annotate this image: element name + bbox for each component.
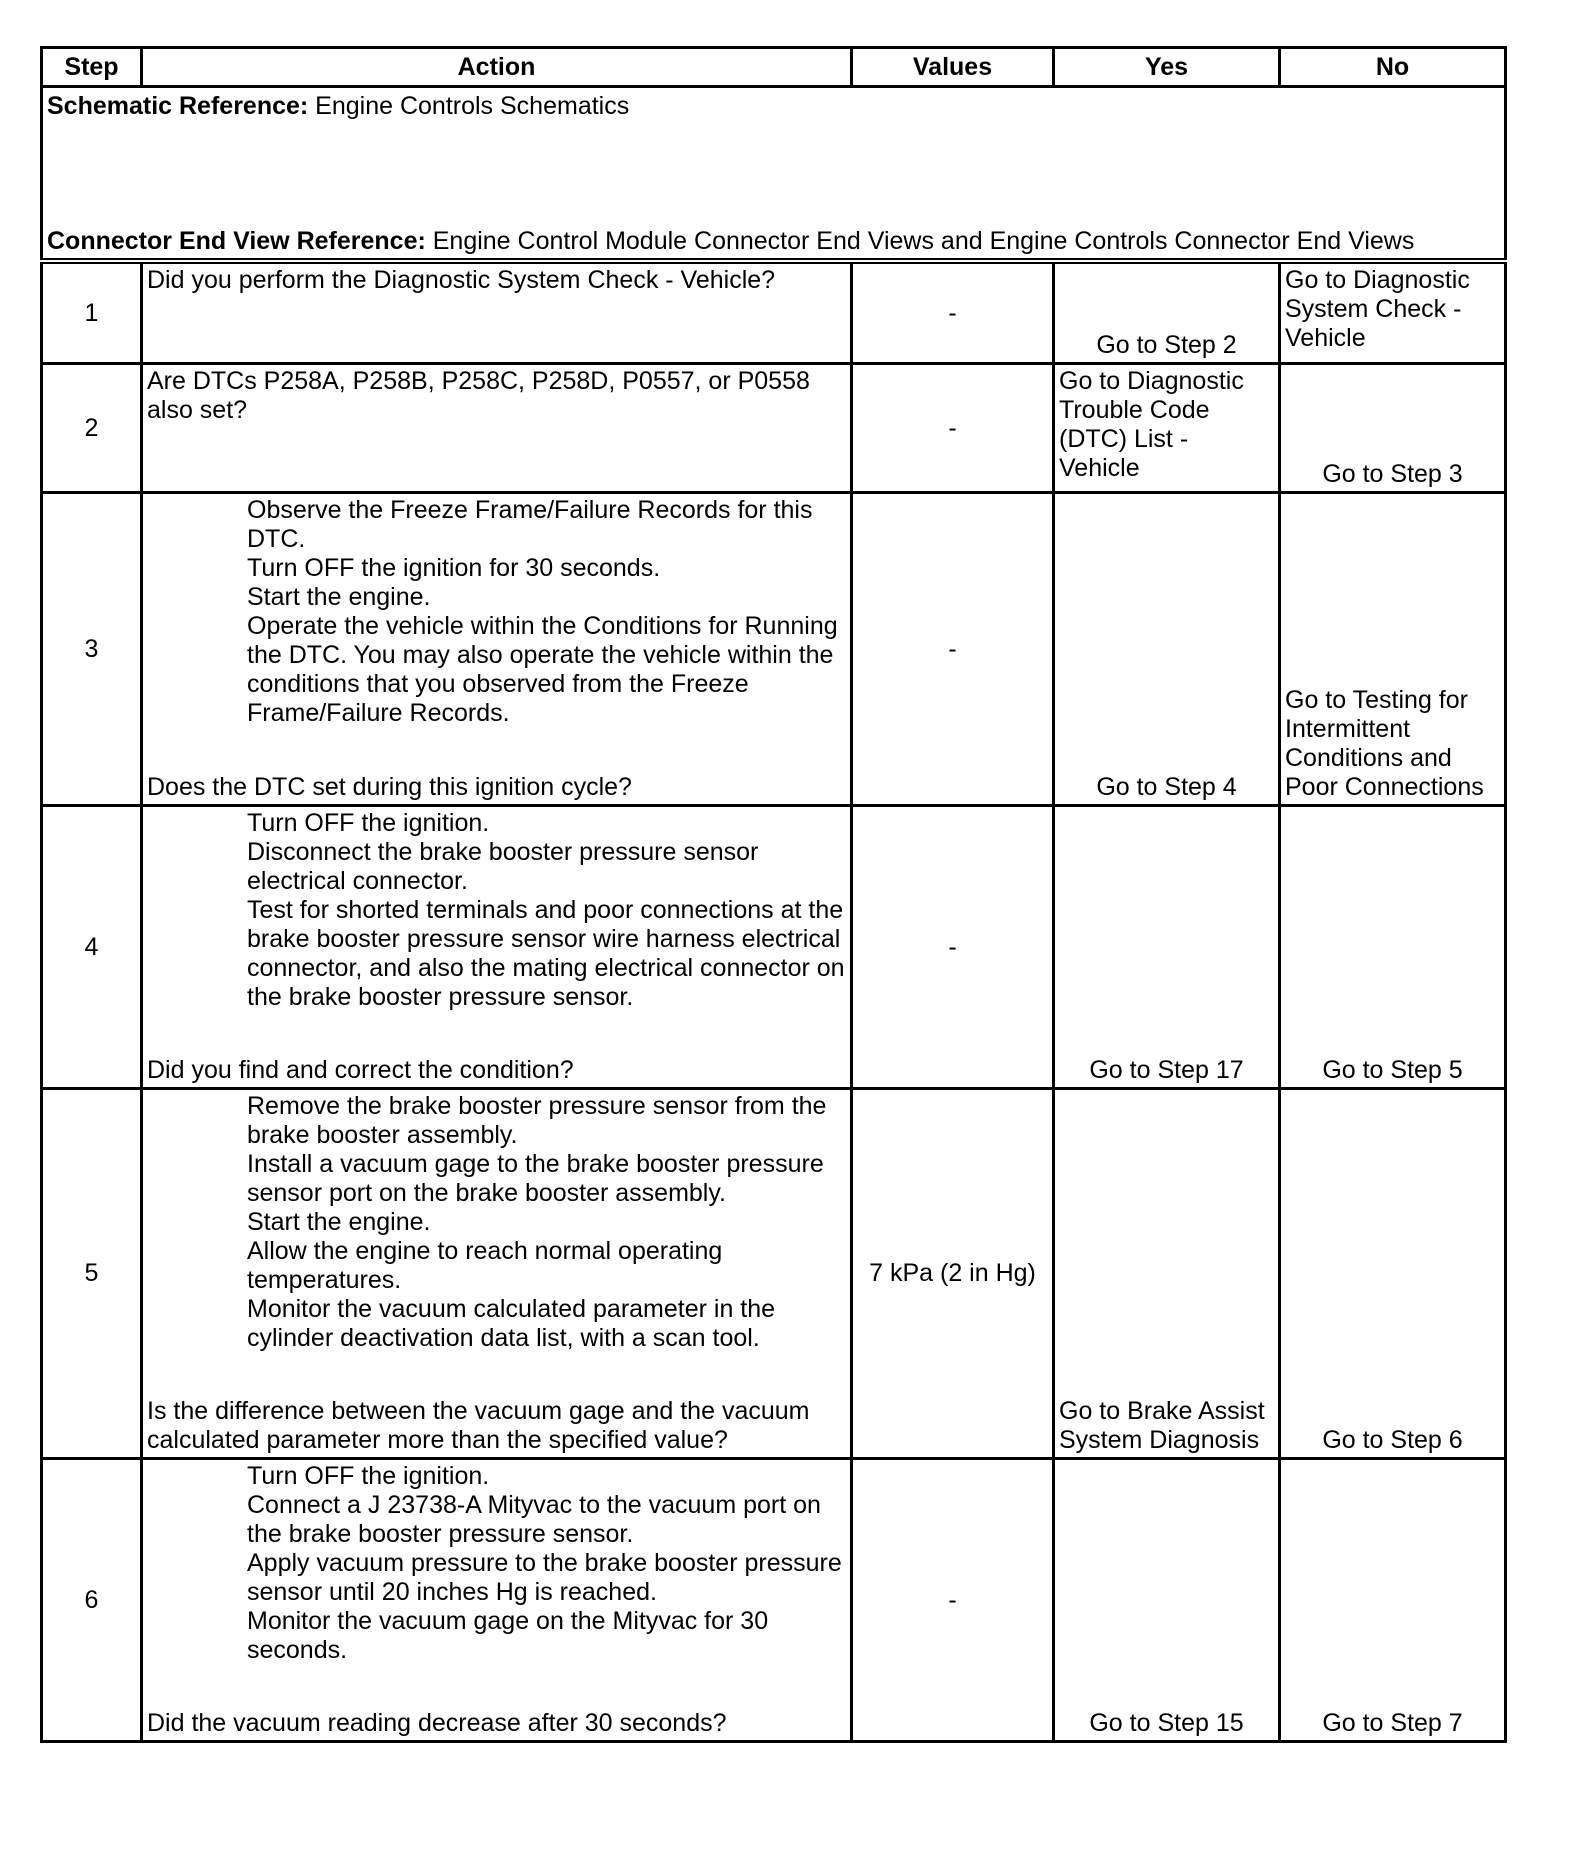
yes-cell bbox=[1054, 493, 1280, 806]
action-line: Start the engine. bbox=[247, 1208, 431, 1236]
step-number: 6 bbox=[42, 1459, 142, 1742]
table-header-row bbox=[42, 48, 1506, 87]
no-cell bbox=[1280, 364, 1506, 493]
step-number: 5 bbox=[42, 1089, 142, 1459]
values-cell: - bbox=[852, 1459, 1054, 1742]
action-line: Operate the vehicle within the Conditions for Running the DTC. You may also operate the vehicle within the conditions that you observed from the Freeze Frame/Failure Records. bbox=[247, 612, 838, 727]
yes-action-text: Go to Step 15 bbox=[1089, 1709, 1244, 1737]
no-action-text: Go to Step 6 bbox=[1322, 1426, 1463, 1454]
action-cell bbox=[142, 493, 852, 806]
no-cell bbox=[1280, 493, 1506, 806]
values-cell: - bbox=[852, 261, 1054, 364]
action-question: Does the DTC set during this ignition cycle? bbox=[147, 773, 632, 801]
action-line: Allow the engine to reach normal operating temperatures. bbox=[247, 1237, 723, 1294]
no-cell bbox=[1280, 806, 1506, 1089]
header-yes: Yes bbox=[1054, 48, 1280, 87]
yes-action-text: Go to Brake Assist System Diagnosis bbox=[1059, 1397, 1265, 1454]
schematic-reference bbox=[47, 92, 629, 121]
action-line: Turn OFF the ignition. bbox=[247, 809, 490, 837]
values-cell: - bbox=[852, 493, 1054, 806]
yes-cell bbox=[1054, 806, 1280, 1089]
action-line: Remove the brake booster pressure sensor from the brake booster assembly. bbox=[247, 1092, 827, 1149]
table-row bbox=[42, 364, 1506, 493]
action-line: Apply vacuum pressure to the brake booster pressure sensor until 20 inches Hg is reached. bbox=[247, 1549, 842, 1606]
no-action-text: Go to Step 5 bbox=[1322, 1056, 1463, 1084]
action-line: Install a vacuum gage to the brake booster pressure sensor port on the brake booster assembly. bbox=[247, 1150, 824, 1207]
action-question: Is the difference between the vacuum gage and the vacuum calculated parameter more than the specified value? bbox=[147, 1397, 810, 1454]
step-number: 4 bbox=[42, 806, 142, 1089]
no-action-text: Go to Step 3 bbox=[1322, 460, 1463, 488]
action-cell bbox=[142, 261, 852, 364]
table-row bbox=[42, 1459, 1506, 1742]
no-action-text: Go to Step 7 bbox=[1322, 1709, 1463, 1737]
table-row bbox=[42, 261, 1506, 364]
no-action-text: Go to Diagnostic System Check - Vehicle bbox=[1285, 266, 1470, 352]
connector-reference-label: Connector End View Reference: bbox=[47, 227, 426, 255]
connector-reference bbox=[47, 227, 1414, 256]
action-line: Are DTCs P258A, P258B, P258C, P258D, P0557, or P0558 also set? bbox=[147, 367, 810, 424]
yes-cell bbox=[1054, 261, 1280, 364]
action-line: Turn OFF the ignition for 30 seconds. bbox=[247, 554, 661, 582]
schematic-reference-text: Engine Controls Schematics bbox=[308, 92, 630, 120]
reference-cell bbox=[42, 87, 1506, 262]
no-cell bbox=[1280, 1459, 1506, 1742]
action-cell bbox=[142, 1089, 852, 1459]
diagnostic-table-page bbox=[40, 46, 1504, 1743]
reference-row bbox=[42, 87, 1506, 262]
table-row bbox=[42, 1089, 1506, 1459]
no-cell bbox=[1280, 1089, 1506, 1459]
action-line: Connect a J 23738-A Mityvac to the vacuum port on the brake booster pressure sensor. bbox=[247, 1491, 821, 1548]
no-action-text: Go to Testing for Intermittent Conditions and Poor Connections bbox=[1285, 686, 1484, 801]
yes-action-text: Go to Step 4 bbox=[1096, 773, 1237, 801]
action-line: Start the engine. bbox=[247, 583, 431, 611]
yes-action-text: Go to Diagnostic Trouble Code (DTC) List - Vehicle bbox=[1059, 367, 1244, 482]
values-cell: - bbox=[852, 364, 1054, 493]
yes-action-text: Go to Step 17 bbox=[1089, 1056, 1244, 1084]
values-cell: - bbox=[852, 806, 1054, 1089]
step-number: 2 bbox=[42, 364, 142, 493]
values-cell: 7 kPa (2 in Hg) bbox=[852, 1089, 1054, 1459]
action-cell bbox=[142, 364, 852, 493]
action-line: Test for shorted terminals and poor connections at the brake booster pressure sensor wire harness electrical connector, and also the mating electrical connector on the brake booster pressure sensor. bbox=[247, 896, 845, 1011]
schematic-reference-label: Schematic Reference: bbox=[47, 92, 309, 120]
yes-cell bbox=[1054, 1089, 1280, 1459]
yes-cell bbox=[1054, 364, 1280, 493]
action-cell bbox=[142, 1459, 852, 1742]
table-row bbox=[42, 806, 1506, 1089]
header-action: Action bbox=[142, 48, 852, 87]
step-number: 1 bbox=[42, 261, 142, 364]
header-step: Step bbox=[42, 48, 142, 87]
yes-cell bbox=[1054, 1459, 1280, 1742]
header-values: Values bbox=[852, 48, 1054, 87]
header-no: No bbox=[1280, 48, 1506, 87]
step-number: 3 bbox=[42, 493, 142, 806]
action-line: Disconnect the brake booster pressure sensor electrical connector. bbox=[247, 838, 759, 895]
action-cell bbox=[142, 806, 852, 1089]
action-line: Monitor the vacuum calculated parameter in the cylinder deactivation data list, with a scan tool. bbox=[247, 1295, 776, 1352]
action-line: Observe the Freeze Frame/Failure Records for this DTC. bbox=[247, 496, 813, 553]
action-question: Did you find and correct the condition? bbox=[147, 1056, 574, 1084]
action-line: Monitor the vacuum gage on the Mityvac for 30 seconds. bbox=[247, 1607, 769, 1664]
table-row bbox=[42, 493, 1506, 806]
action-line: Did you perform the Diagnostic System Check - Vehicle? bbox=[147, 266, 776, 294]
no-cell bbox=[1280, 261, 1506, 364]
connector-reference-text: Engine Control Module Connector End Views and Engine Controls Connector End Views bbox=[425, 227, 1415, 255]
diagnostic-table bbox=[40, 46, 1507, 1743]
action-question: Did the vacuum reading decrease after 30 seconds? bbox=[147, 1709, 727, 1737]
action-line: Turn OFF the ignition. bbox=[247, 1462, 490, 1490]
yes-action-text: Go to Step 2 bbox=[1096, 331, 1237, 359]
